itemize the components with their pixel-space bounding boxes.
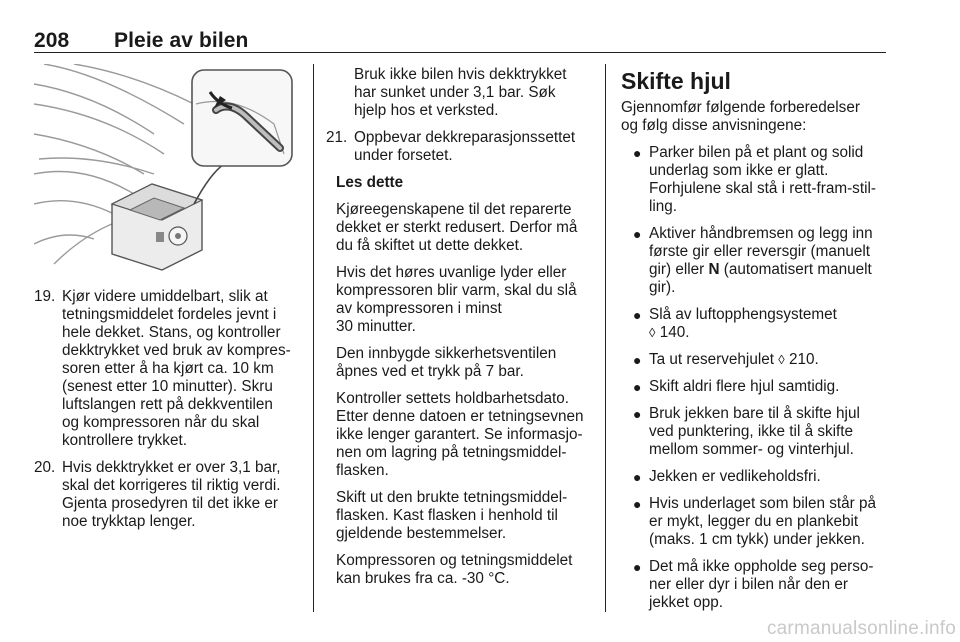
note-block [326, 174, 596, 588]
text-line: Kjøreegenskapene til det reparerte [336, 201, 572, 218]
note-paragraph [336, 552, 596, 588]
intro-paragraph [621, 99, 889, 135]
text-line: gjeldende bestemmelser. [336, 525, 507, 542]
text-line: Gjennomfør følgende forberedelser [621, 99, 860, 116]
warning-paragraph [326, 66, 596, 120]
bullet-item [621, 468, 889, 486]
text-line: av kompressoren i minst [336, 300, 502, 317]
text-line: skal det korrigeres til riktig verdi. [62, 477, 281, 494]
text-line: Kompressoren og tetningsmiddelet [336, 552, 573, 569]
text-line [649, 324, 889, 342]
text-line: Bruk jekken bare til å skifte hjul [649, 405, 860, 422]
note-paragraph [336, 264, 596, 336]
text-line: Den innbygde sikkerhetsventilen [336, 345, 557, 362]
text-line: du få skiftet ut dette dekket. [336, 237, 524, 254]
left-column [34, 288, 310, 540]
list-number: 20. [34, 459, 56, 476]
text-fragment: (automatisert manuelt [719, 261, 872, 278]
text-line: (maks. 1 cm tykk) under jekken. [649, 531, 865, 548]
text-line: har sunket under 3,1 bar. Søk [354, 84, 556, 101]
text-line: Kontroller settets holdbarhetsdato. [336, 390, 569, 407]
text-line: soren etter å ha kjørt ca. 10 km [62, 360, 274, 377]
text-line: Hvis dekktrykket er over 3,1 bar, [62, 459, 281, 476]
list-item-20 [34, 459, 310, 531]
right-column [621, 68, 889, 621]
bullet-icon: ● [633, 559, 642, 575]
bullet-item [621, 225, 889, 297]
text-line: jekket opp. [649, 594, 723, 611]
text-line: gir). [649, 279, 676, 296]
bullet-item [621, 144, 889, 216]
text-line: dekket er sterkt redusert. Derfor må [336, 219, 578, 236]
bullet-item [621, 495, 889, 549]
text-line: Parker bilen på et plant og solid [649, 144, 864, 161]
text-line: flasken. Kast flasken i henhold til [336, 507, 558, 524]
header-rule [34, 52, 886, 53]
text-line: ved punktering, ikke til å skifte [649, 423, 854, 440]
note-heading: Les dette [336, 174, 404, 191]
list-item-19 [34, 288, 310, 450]
text-line: ikke lenger garantert. Se informasjo- [336, 426, 583, 443]
text-line: flasken. [336, 462, 389, 479]
watermark: carmanualsonline.info [766, 618, 956, 639]
page-header [34, 29, 248, 53]
text-line: Etter denne datoen er tetningsevnen [336, 408, 584, 425]
text-line: Jekken er vedlikeholdsfri. [649, 468, 821, 485]
text-line: noe trykktap lenger. [62, 513, 196, 530]
bullet-item [621, 558, 889, 612]
text-line: ling. [649, 198, 678, 215]
text-line: underlag som ikke er glatt. [649, 162, 829, 179]
middle-column [326, 66, 596, 597]
bullet-icon: ● [633, 307, 642, 323]
bullet-icon: ● [633, 406, 642, 422]
compressor-graphic [112, 184, 202, 270]
text-line: kompressoren blir varm, skal du slå [336, 282, 577, 299]
text-line: nen om lagring på tetningsmiddel- [336, 444, 567, 461]
text-line: tetningsmiddelet fordeles jevnt i [62, 306, 277, 323]
text-line: åpnes ved et trykk på 7 bar. [336, 363, 524, 380]
bullet-item [621, 405, 889, 459]
bullet-icon: ● [633, 352, 642, 368]
page-ref-icon: ◊ [778, 352, 785, 367]
valve-detail-inset [192, 70, 292, 166]
note-paragraph [336, 489, 596, 543]
list-item-21 [326, 129, 596, 165]
column-divider [313, 64, 314, 612]
wheel-and-compressor-illustration [34, 64, 298, 276]
text-line: Skift ut den brukte tetningsmiddel- [336, 489, 568, 506]
text-line: 30 minutter. [336, 318, 416, 335]
page-title: Pleie av bilen [114, 29, 249, 52]
text-line: Det må ikke oppholde seg perso- [649, 558, 874, 575]
bullet-icon: ● [633, 145, 642, 161]
text-line: luftslangen rett på dekkventilen [62, 396, 273, 413]
bullet-item [621, 378, 889, 396]
text-line: Oppbevar dekkreparasjonssettet [354, 129, 576, 146]
list-number: 21. [326, 129, 348, 146]
text-line [649, 261, 889, 279]
text-fragment: Ta ut reservehjulet [649, 351, 779, 368]
bullet-icon: ● [633, 379, 642, 395]
bullet-item [621, 306, 889, 342]
text-line: Bruk ikke bilen hvis dekktrykket [354, 66, 567, 83]
text-line: Forhjulene skal stå i rett-fram-stil- [649, 180, 876, 197]
note-paragraph [336, 345, 596, 381]
text-line: (senest etter 10 minutter). Skru [62, 378, 273, 395]
text-line: Gjenta prosedyren til det ikke er [62, 495, 278, 512]
page-ref-icon: ◊ [649, 325, 656, 340]
text-line: mellom sommer- og vinterhjul. [649, 441, 854, 458]
text-line [649, 351, 889, 369]
bullet-item [621, 351, 889, 369]
text-line: er mykt, legger du en plankebit [649, 513, 859, 530]
column-divider [605, 64, 606, 612]
text-line: Hvis det høres uvanlige lyder eller [336, 264, 567, 281]
text-line: under forsetet. [354, 147, 453, 164]
text-line: og kompressoren når du skal [62, 414, 260, 431]
text-line: Slå av luftopphengsystemet [649, 306, 837, 323]
bullet-icon: ● [633, 496, 642, 512]
bullet-icon: ● [633, 226, 642, 242]
section-title: Skifte hjul [621, 68, 731, 94]
text-line: hele dekket. Stans, og kontroller [62, 324, 281, 341]
text-line: Aktiver håndbremsen og legg inn [649, 225, 873, 242]
text-line: første gir eller reversgir (manuelt [649, 243, 871, 260]
text-line: dekktrykket ved bruk av kompres- [62, 342, 291, 359]
text-fragment: gir) eller [649, 261, 709, 278]
text-line: Skift aldri flere hjul samtidig. [649, 378, 840, 395]
illustration-svg [34, 64, 298, 276]
text-line: Hvis underlaget som bilen står på [649, 495, 877, 512]
text-line: og følg disse anvisningene: [621, 117, 807, 134]
text-line: kontrollere trykket. [62, 432, 187, 449]
text-line: kan brukes fra ca. -30 °C. [336, 570, 510, 587]
list-number: 19. [34, 288, 56, 305]
text-line: hjelp hos et verksted. [354, 102, 499, 119]
page-ref[interactable]: 210. [788, 351, 819, 368]
text-line: Kjør videre umiddelbart, slik at [62, 288, 268, 305]
note-paragraph [336, 390, 596, 480]
gear-letter: N [708, 261, 720, 278]
page-number: 208 [34, 29, 70, 52]
note-paragraph [336, 201, 596, 255]
page-ref[interactable]: 140. [659, 324, 690, 341]
bullet-icon: ● [633, 469, 642, 485]
text-line: ner eller dyr i bilen når den er [649, 576, 848, 593]
